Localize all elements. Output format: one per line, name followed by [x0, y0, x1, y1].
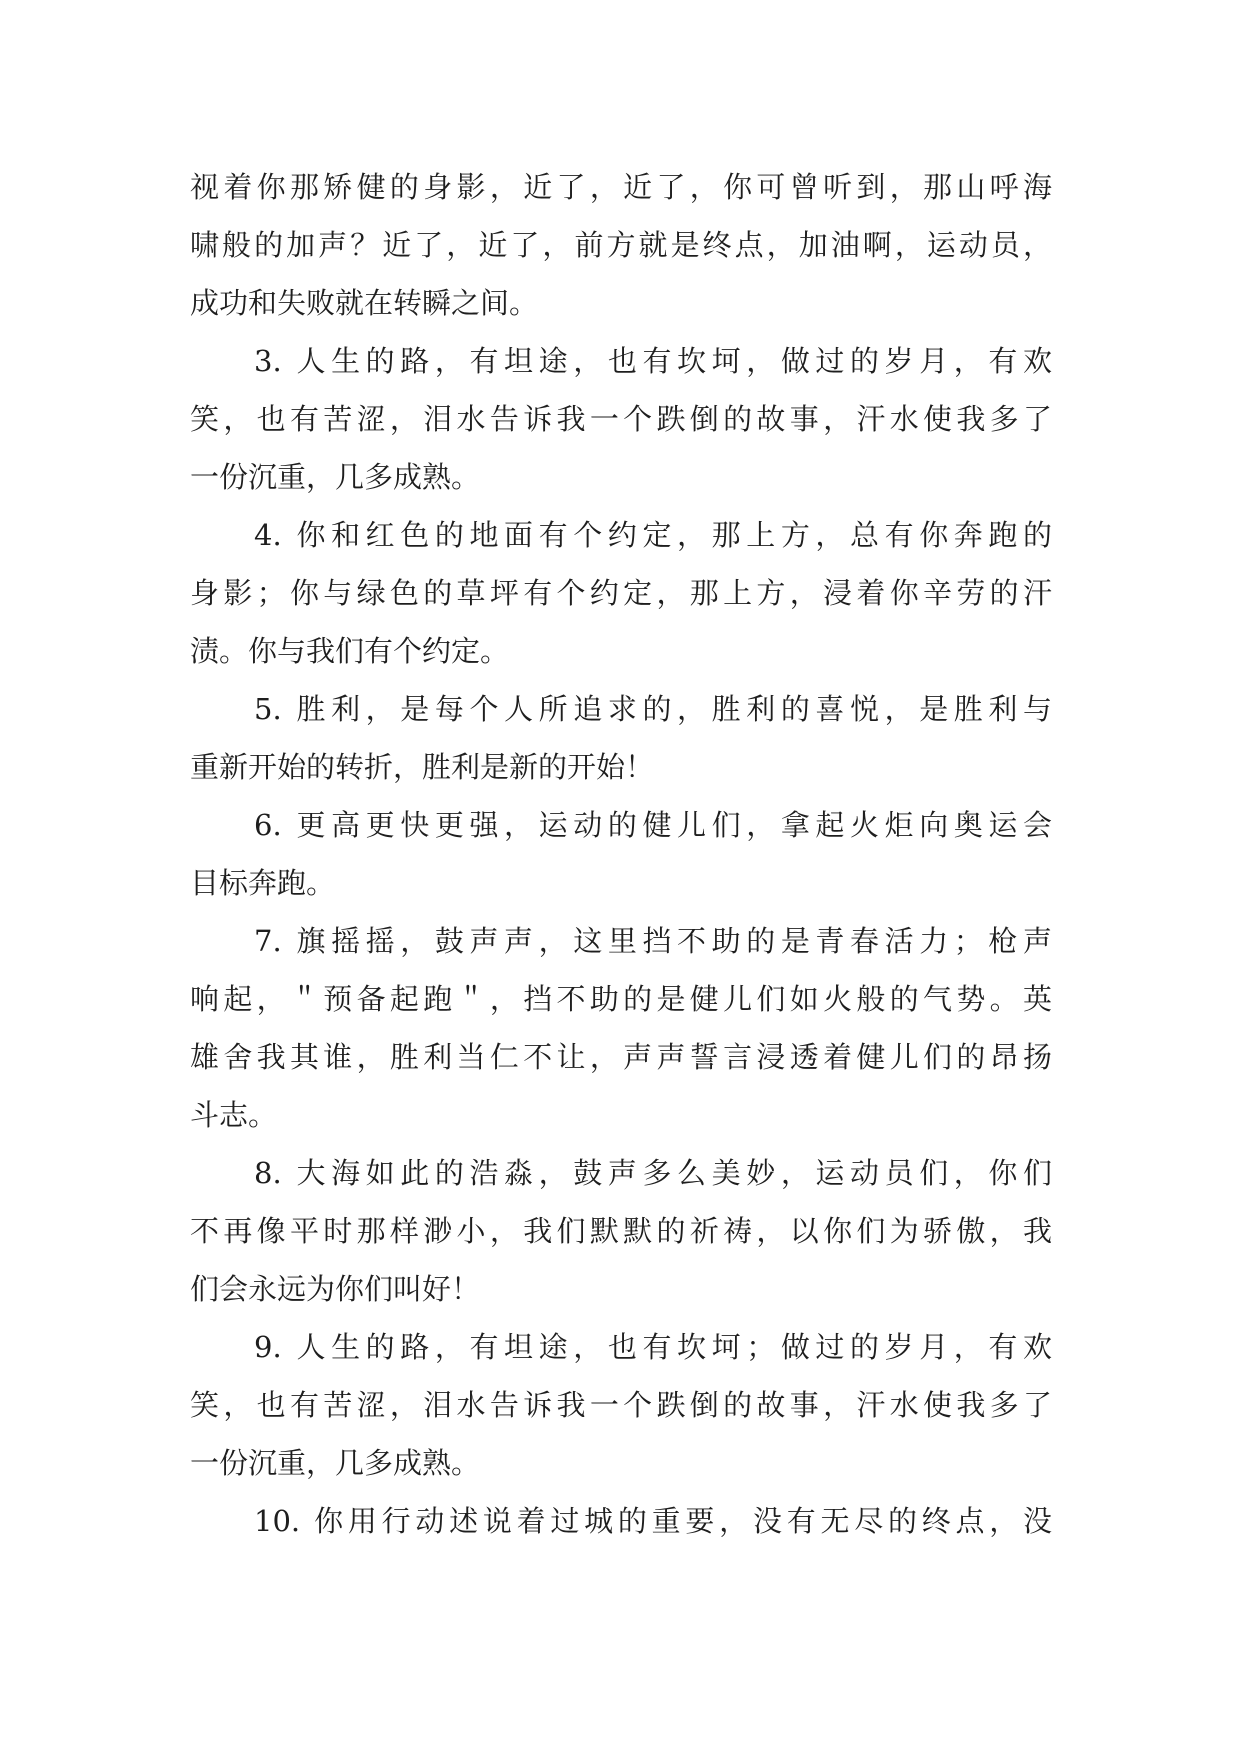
text-line: 笑，也有苦涩，泪水告诉我一个跌倒的故事，汗水使我多了 [190, 1388, 1052, 1422]
text-line: 雄舍我其谁，胜利当仁不让，声声誓言浸透着健儿们的昂扬 [190, 1040, 1052, 1074]
paragraph-5-start: 5. 胜利，是每个人所追求的，胜利的喜悦，是胜利与 [254, 692, 1052, 726]
text-line: 不再像平时那样渺小，我们默默的祈祷，以你们为骄傲，我 [190, 1214, 1052, 1248]
text-line: 成功和失败就在转瞬之间。 [190, 286, 539, 320]
text-line: 们会永远为你们叫好！ [190, 1272, 481, 1306]
paragraph-6-start: 6. 更高更快更强，运动的健儿们，拿起火炬向奥运会 [254, 808, 1052, 842]
paragraph-8-start: 8. 大海如此的浩淼，鼓声多么美妙，运动员们，你们 [254, 1156, 1052, 1190]
paragraph-10-start: 10. 你用行动述说着过城的重要，没有无尽的终点，没 [254, 1504, 1052, 1538]
text-line: 视着你那矫健的身影，近了，近了，你可曾听到，那山呼海 [190, 170, 1052, 204]
text-line: 目标奔跑。 [190, 866, 336, 900]
text-line: 响起，＂预备起跑＂，挡不助的是健儿们如火般的气势。英 [190, 982, 1052, 1016]
text-line: 身影；你与绿色的草坪有个约定，那上方，浸着你辛劳的汗 [190, 576, 1052, 610]
text-line: 一份沉重，几多成熟。 [190, 1446, 481, 1480]
paragraph-3-start: 3. 人生的路，有坦途，也有坎坷，做过的岁月，有欢 [254, 344, 1052, 378]
text-line: 斗志。 [190, 1098, 278, 1132]
text-line: 笑，也有苦涩，泪水告诉我一个跌倒的故事，汗水使我多了 [190, 402, 1052, 436]
paragraph-7-start: 7. 旗摇摇，鼓声声，这里挡不助的是青春活力；枪声 [254, 924, 1052, 958]
text-line: 渍。你与我们有个约定。 [190, 634, 510, 668]
paragraph-9-start: 9. 人生的路，有坦途，也有坎坷；做过的岁月，有欢 [254, 1330, 1052, 1364]
paragraph-4-start: 4. 你和红色的地面有个约定，那上方，总有你奔跑的 [254, 518, 1052, 552]
text-line: 重新开始的转折，胜利是新的开始！ [190, 750, 655, 784]
text-line: 一份沉重，几多成熟。 [190, 460, 481, 494]
text-line: 啸般的加声？近了，近了，前方就是终点，加油啊，运动员， [190, 228, 1052, 262]
